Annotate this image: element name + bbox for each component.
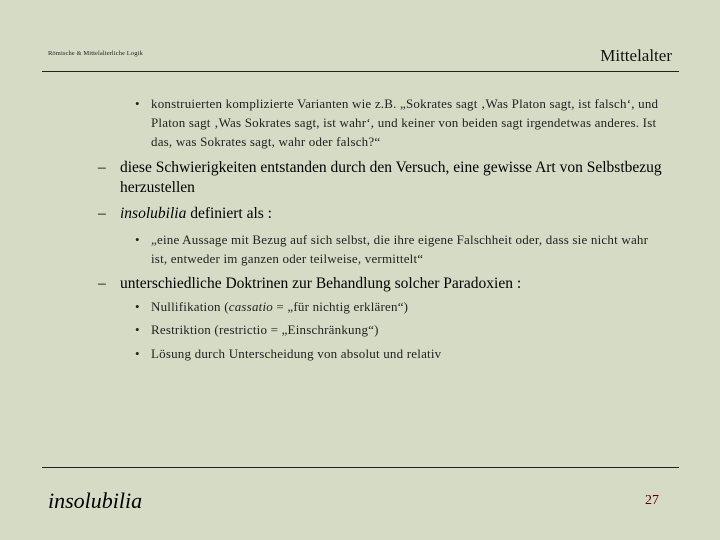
footer-title: insolubilia — [48, 488, 143, 513]
dash-item — [98, 158, 670, 198]
top-divider — [42, 71, 679, 72]
bottom-divider — [42, 467, 679, 468]
bullet-text: Restriktion (restrictio = „Einschränkung“) — [151, 322, 379, 337]
bullet-mark: • — [135, 299, 140, 314]
bullet-mark: • — [135, 232, 140, 247]
bullet-text-rest: = „für nichtig erklären“) — [272, 299, 409, 314]
bullet-text: konstruierten komplizierte Varianten wie z.B. „Sokrates sagt ‚Was Platon sagt, ist falsch‘, und Platon sagt ‚Was Sokrates sagt, ist wahr‘, und keiner von beiden sagt irgendetwas anderes. Ist das, was Sokrates sagt, wahr oder falsch?“ — [151, 96, 659, 149]
dash-mark: – — [98, 159, 106, 176]
dash-text: definiert als : — [186, 205, 272, 222]
bullet-mark: • — [135, 96, 140, 111]
bullet-item — [135, 344, 671, 363]
bullet-mark: • — [135, 346, 140, 361]
dash-item — [98, 204, 670, 224]
page-number: 27 — [645, 493, 659, 508]
bullet-item — [135, 320, 671, 339]
bullet-text: „eine Aussage mit Bezug auf sich selbst, die ihre eigene Falschheit oder, dass sie nicht wahr ist, entweder im ganzen oder teilweise, vermittelt“ — [151, 232, 649, 266]
dash-text: diese Schwierigkeiten entstanden durch den Versuch, eine gewisse Art von Selbstbezug herzustellen — [120, 159, 662, 196]
dash-text-italic: insolubilia — [120, 205, 187, 222]
dash-mark: – — [98, 275, 106, 292]
dash-mark: – — [98, 205, 106, 222]
bullet-text-pre: Nullifikation ( — [151, 299, 229, 314]
dash-text: unterschiedliche Doktrinen zur Behandlung solcher Paradoxien : — [120, 275, 522, 292]
bullet-item — [135, 230, 656, 268]
header-course-title: Römische & Mittelalterliche Logik — [48, 50, 143, 57]
bullet-text-italic: cassatio — [228, 299, 273, 314]
header-section-title: Mittelalter — [600, 46, 672, 65]
bullet-item — [135, 297, 671, 316]
bullet-text: Lösung durch Unterscheidung von absolut und relativ — [151, 346, 442, 361]
bullet-item — [135, 94, 671, 151]
dash-item — [98, 274, 670, 294]
bullet-mark: • — [135, 322, 140, 337]
